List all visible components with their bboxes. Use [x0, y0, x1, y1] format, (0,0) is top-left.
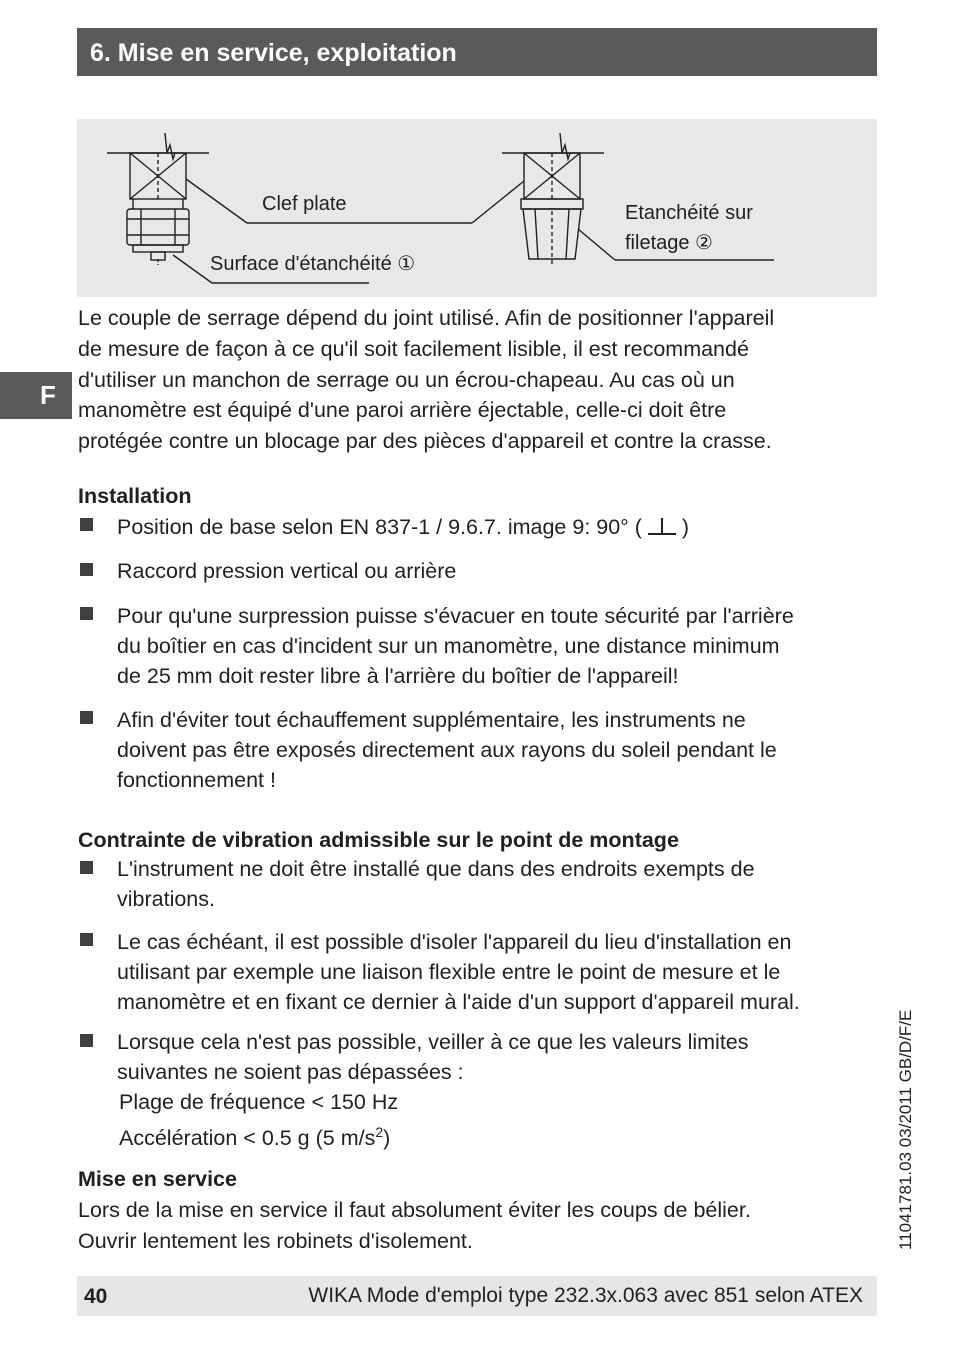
footer-title: WIKA Mode d'emploi type 232.3x.063 avec 851 selon ATEX: [308, 1284, 863, 1307]
intro-line: d'utiliser un manchon de serrage ou un écrou-chapeau. Au cas où un: [78, 367, 735, 392]
bullet-line: Le cas échéant, il est possible d'isoler l'appareil du lieu d'installation en: [117, 930, 792, 954]
bullet-text-close: ): [681, 515, 690, 539]
perpendicular-icon: [648, 518, 676, 536]
bullet-line: vibrations.: [117, 887, 215, 911]
language-tab-letter: F: [40, 380, 56, 410]
frequency-limit: Plage de fréquence < 150 Hz: [119, 1090, 399, 1114]
commissioning-line: Lors de la mise en service il faut absolument éviter les coups de bélier.: [78, 1198, 751, 1222]
commissioning-paragraph: [78, 1195, 751, 1257]
intro-line: de mesure de façon à ce qu'il soit facilement lisible, il est recommandé: [78, 336, 749, 361]
bullet-line: de 25 mm doit rester libre à l'arrière du boîtier de l'appareil!: [117, 664, 679, 688]
bullet-line: Lorsque cela n'est pas possible, veiller à ce que les valeurs limites: [117, 1030, 749, 1054]
bullet-line: doivent pas être exposés directement aux rayons du soleil pendant le: [117, 738, 777, 762]
language-tab: [0, 372, 72, 419]
bullet-line: suivantes ne soient pas dépassées :: [117, 1060, 464, 1084]
vibration-bullet-2: [117, 927, 800, 1017]
bullet-marker: [80, 518, 93, 531]
acceleration-limit: [117, 1117, 749, 1153]
vibration-bullet-1: [117, 854, 755, 914]
section-header: [77, 28, 877, 76]
label-surface-etancheite: Surface d'étanchéité ①: [210, 253, 416, 275]
installation-bullet-2: Raccord pression vertical ou arrière: [117, 559, 457, 583]
bullet-line: Pour qu'une surpression puisse s'évacuer en toute sécurité par l'arrière: [117, 604, 794, 628]
bullet-text: Position de base selon EN 837-1 / 9.6.7. image 9: 90° (: [117, 515, 642, 539]
acceleration-prefix: Accélération < 0.5 g (5 m/s: [119, 1126, 376, 1151]
installation-heading: Installation: [78, 484, 192, 508]
installation-figure: [77, 119, 877, 297]
installation-bullet-1: [117, 512, 689, 542]
installation-bullet-3: [117, 601, 794, 691]
label-etancheite-line1: Etanchéité sur: [625, 202, 753, 224]
intro-line: manomètre est équipé d'une paroi arrière éjectable, celle-ci doit être: [78, 398, 727, 423]
page-number: 40: [84, 1285, 108, 1308]
acceleration-exponent: 2: [375, 1124, 384, 1140]
document-code: 11041781.03 03/2011 GB/D/F/E: [896, 1009, 915, 1250]
bullet-line: du boîtier en cas d'incident sur un manomètre, une distance minimum: [117, 634, 780, 658]
acceleration-suffix: ): [383, 1126, 391, 1151]
bullet-marker: [80, 711, 93, 724]
intro-paragraph: [78, 303, 774, 457]
bullet-marker: [80, 563, 93, 576]
section-title: 6. Mise en service, exploitation: [90, 39, 457, 67]
bullet-line: utilisant par exemple une liaison flexible entre le point de mesure et le: [117, 960, 781, 984]
label-etancheite-line2: filetage ②: [625, 232, 713, 254]
bullet-line: manomètre et en fixant ce dernier à l'aide d'un support d'appareil mural.: [117, 990, 800, 1014]
page-footer: [77, 1276, 877, 1316]
bullet-marker: [80, 1034, 93, 1047]
bullet-line: L'instrument ne doit être installé que dans des endroits exempts de: [117, 857, 755, 881]
vibration-bullet-3: [117, 1027, 749, 1153]
bullet-marker: [80, 861, 93, 874]
fitting-diagram: [77, 119, 877, 297]
bullet-line: Afin d'éviter tout échauffement supplémentaire, les instruments ne: [117, 708, 746, 732]
bullet-marker: [80, 607, 93, 620]
intro-line: Le couple de serrage dépend du joint utilisé. Afin de positionner l'appareil: [78, 306, 775, 330]
bullet-marker: [80, 933, 93, 946]
label-clef-plate: Clef plate: [262, 193, 347, 215]
commissioning-line: Ouvrir lentement les robinets d'isolement.: [78, 1228, 473, 1253]
bullet-line: fonctionnement !: [117, 768, 276, 792]
intro-line: protégée contre un blocage par des pièces d'appareil et contre la crasse.: [78, 429, 772, 454]
vibration-heading: Contrainte de vibration admissible sur le point de montage: [78, 828, 679, 852]
commissioning-heading: Mise en service: [78, 1167, 237, 1191]
installation-bullet-4: [117, 705, 777, 795]
